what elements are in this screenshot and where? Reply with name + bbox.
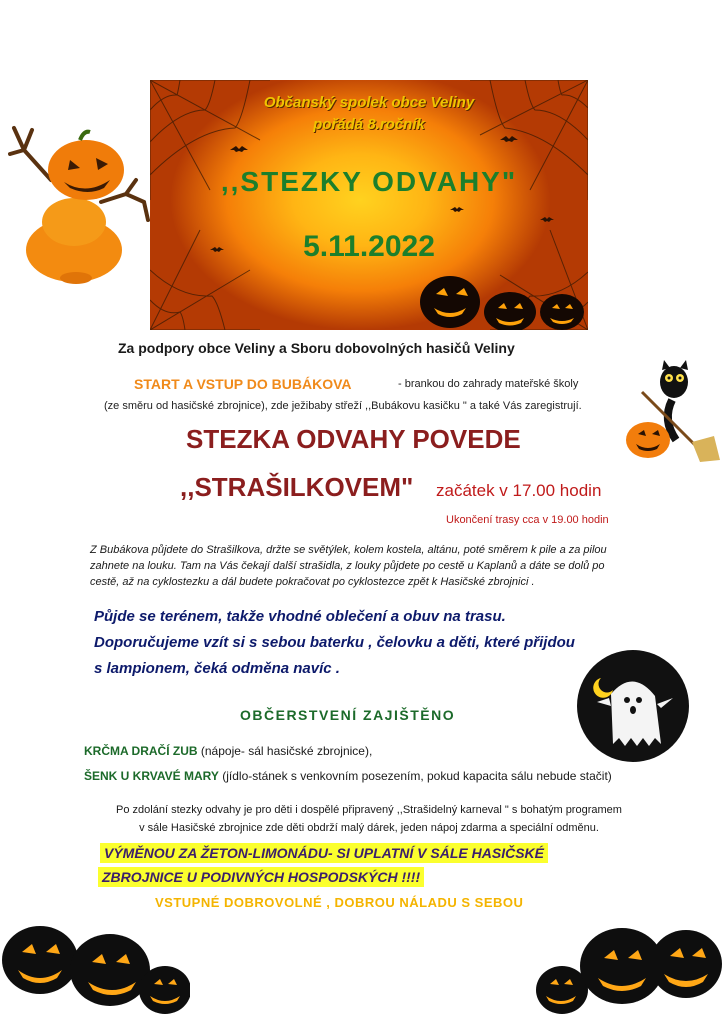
jack-o-lantern-icon <box>626 422 670 458</box>
terrain-line-2: Doporučujeme vzít si s sebou baterku , čelovku a děti, které přijdou <box>94 634 575 651</box>
carnival-line-2: v sále Hasičské zbrojnice zde děti obdrží malý dárek, jeden nápoj zdarma a speciální odměnu. <box>139 822 599 834</box>
senk-name: ŠENK U KRVAVÉ MARY <box>84 769 219 783</box>
pumpkin-man-icon <box>6 110 156 290</box>
headline-line-2: ,,STRAŠILKOVEM" <box>180 472 414 502</box>
closing-line: VSTUPNÉ DOBROVOLNÉ , DOBROU NÁLADU S SEBOU <box>155 895 524 910</box>
event-title: ,,STEZKY ODVAHY" <box>220 166 518 197</box>
support-line: Za podpory obce Veliny a Sboru dobovolných hasičů Veliny <box>118 340 515 356</box>
highlight-line-1: VÝMĚNOU ZA ŽETON-LIMONÁDU- SI UPLATNÍ V SÁLE HASIČSKÉ <box>100 843 548 863</box>
carnival-line-1: Po zdolání stezky odvahy je pro děti i dospělé připravený ,,Strašidelný karneval " s bohatým programem <box>116 804 622 816</box>
krcma-line <box>84 744 372 758</box>
headline-line-1: STEZKA ODVAHY POVEDE <box>186 424 521 454</box>
start-detail: - brankou do zahrady mateřské školy <box>398 378 579 390</box>
terrain-line-3: s lampionem, čeká odměna navíc . <box>94 660 340 677</box>
witch-broom-icon <box>622 342 722 467</box>
start-detail-2: (ze směru od hasičské zbrojnice), zde ježibaby střeží ,,Bubákovu kasičku " a také Vás zaregistrují. <box>104 400 582 412</box>
start-time: začátek v 17.00 hodin <box>436 481 602 500</box>
start-heading: START A VSTUP DO BUBÁKOVA <box>134 376 352 392</box>
jack-o-lantern-icon <box>536 880 724 1024</box>
terrain-info <box>94 604 614 682</box>
event-date: 5.11.2022 <box>303 230 435 263</box>
organizer-text: Občanský spolek obce Veliny <box>263 94 475 111</box>
event-banner <box>150 80 588 330</box>
refreshments-heading: OBČERSTVENÍ ZAJIŠTĚNO <box>240 707 456 723</box>
route-description: Z Bubákova půjdete do Strašilkova, držte se světýlek, kolem kostela, altánu, poté směrem k pile a za pilou zahnete na louku. Tam na Vás čekají další strašidla, z louky půjdete po cestě u Kaplanů a dáte se dolů po cestě, až na cyklostezku a dál budete pokračovat po cyklostezce zpět k Hasičské zbrojnici . <box>90 544 607 588</box>
senk-detail: (jídlo-stánek s venkovním posezením, pokud kapacita sálu nebude stačit) <box>218 769 612 783</box>
edition-text: pořádá 8.ročník <box>313 116 425 133</box>
end-time: Ukončení trasy cca v 19.00 hodin <box>446 514 609 526</box>
carnival-info <box>84 801 654 837</box>
highlight-line-2: ZBROJNICE U PODIVNÝCH HOSPODSKÝCH !!!! <box>98 867 424 887</box>
krcma-name: KRČMA DRAČÍ ZUB <box>84 744 198 758</box>
senk-line <box>84 769 612 783</box>
jack-o-lantern-icon <box>420 276 584 330</box>
terrain-line-1: Půjde se terénem, takže vhodné oblečení a obuv na trasu. <box>94 608 506 625</box>
krcma-detail: (nápoje- sál hasičské zbrojnice), <box>197 744 373 758</box>
